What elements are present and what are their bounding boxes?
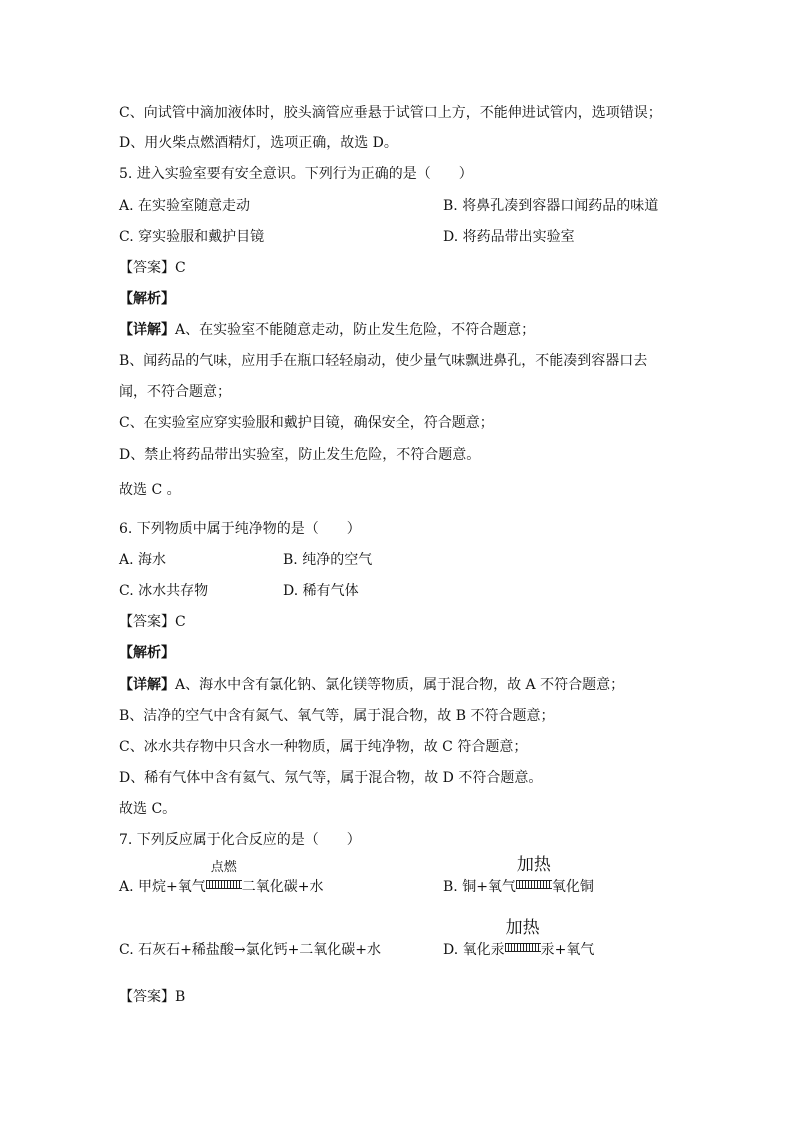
products: 氧化铜: [551, 879, 594, 895]
question-6-analysis-heading: 【解析】: [119, 645, 175, 661]
reaction-arrow-heat: [516, 855, 552, 896]
question-7-option-a: [119, 860, 324, 896]
question-5-detail-b-line1: B、闻药品的气味，应用手在瓶口轻轻扇动，使少量气味飘进鼻孔，不能凑到容器口去: [119, 353, 648, 369]
question-5-answer: 【答案】C: [119, 260, 186, 276]
question-6-conclusion: 故选 C。: [119, 801, 177, 817]
question-7-answer: 【答案】B: [119, 989, 186, 1005]
reactants: A. 甲烷+氧气: [119, 879, 206, 895]
question-7-option-d: [443, 918, 595, 959]
products: 汞+氧气: [540, 942, 595, 958]
question-5-detail-a: [119, 321, 535, 339]
reaction-condition: 点燃: [210, 860, 237, 875]
detail-text: A、在实验室不能随意走动，防止发生危险，不符合题意；: [175, 322, 536, 338]
reaction-arrow-heat: [505, 918, 541, 959]
question-5-option-c: C. 穿实验服和戴护目镜: [119, 229, 265, 245]
question-6-option-c: C. 冰水共存物: [119, 583, 209, 599]
equal-arrow-icon: [505, 943, 541, 952]
detail-text: A、海水中含有氯化钠、氯化镁等物质，属于混合物，故 A 不符合题意；: [175, 677, 625, 693]
equal-arrow-icon: [516, 880, 552, 889]
reactants: D. 氧化汞: [443, 942, 505, 958]
question-6-detail-a: [119, 676, 624, 694]
question-7-option-b: [443, 855, 594, 896]
analysis-line-d-q4: D、用火柴点燃酒精灯，选项正确，故选 D。: [119, 135, 398, 151]
question-5-detail-b-line2: 闻，不符合题意；: [119, 384, 231, 400]
question-6-answer: 【答案】C: [119, 614, 186, 630]
question-6-option-d: D. 稀有气体: [283, 583, 359, 599]
question-5-conclusion: 故选 C 。: [119, 482, 181, 498]
question-6-option-b: B. 纯净的空气: [283, 552, 373, 568]
question-6-detail-c: C、冰水共存物中只含水一种物质，属于纯净物，故 C 符合题意；: [119, 739, 528, 755]
reaction-arrow-ignite: [206, 860, 242, 896]
question-5-stem: 5. 进入实验室要有安全意识。下列行为正确的是（ ）: [119, 166, 473, 182]
question-5-option-d: D. 将药品带出实验室: [443, 229, 575, 245]
products: 二氧化碳+水: [241, 879, 324, 895]
detail-tag: 【详解】: [119, 322, 175, 338]
question-7-option-c: C. 石灰石+稀盐酸→氯化钙+二氧化碳+水: [119, 942, 382, 958]
question-6-detail-b: B、洁净的空气中含有氮气、氧气等，属于混合物，故 B 不符合题意；: [119, 708, 555, 724]
question-5-option-b: B. 将鼻孔凑到容器口闻药品的味道: [443, 198, 659, 214]
reaction-condition: 加热: [516, 855, 551, 875]
question-7-stem: 7. 下列反应属于化合反应的是（ ）: [119, 832, 361, 848]
question-5-analysis-heading: 【解析】: [119, 291, 175, 307]
reactants: B. 铜+氧气: [443, 879, 516, 895]
question-6-detail-d: D、稀有气体中含有氦气、氖气等，属于混合物，故 D 不符合题意。: [119, 770, 543, 786]
question-5-detail-d: D、禁止将药品带出实验室，防止发生危险，不符合题意。: [119, 447, 481, 463]
question-5-option-a: A. 在实验室随意走动: [119, 198, 251, 214]
question-5-detail-c: C、在实验室应穿实验服和戴护目镜，确保安全，符合题意；: [119, 415, 494, 431]
question-6-option-a: A. 海水: [119, 552, 167, 568]
reaction-condition: 加热: [505, 918, 540, 938]
analysis-line-c-q4: C、向试管中滴加液体时，胶头滴管应垂悬于试管口上方，不能伸进试管内，选项错误；: [119, 105, 662, 121]
equal-arrow-icon: [206, 880, 242, 889]
detail-tag: 【详解】: [119, 677, 175, 693]
question-6-stem: 6. 下列物质中属于纯净物的是（ ）: [119, 521, 361, 537]
